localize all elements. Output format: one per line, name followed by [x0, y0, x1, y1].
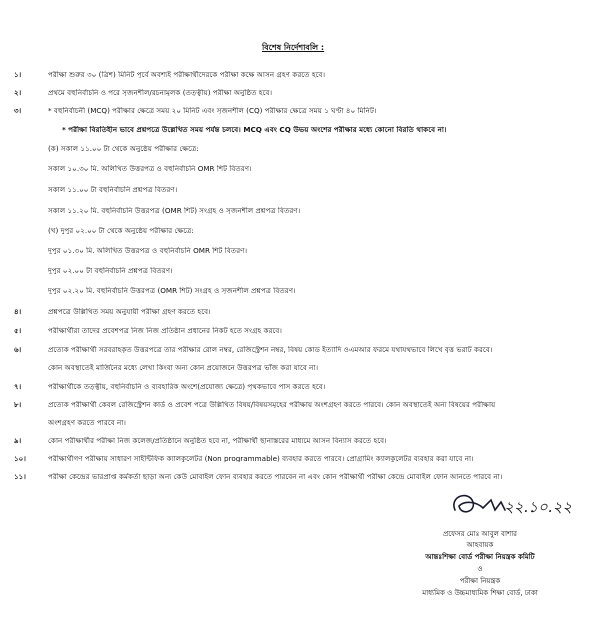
- schedule-text: দুপুর ০২.০০ টা বহুনির্বাচনি প্রশ্নপত্র বিতরণ।: [48, 267, 173, 275]
- item-text: প্রত্যেক পরীক্ষার্থী কেবল রেজিস্ট্রেশন কার্ড ও প্রবেশ পত্রে উল্লিখিত বিষয়/বিষয়সমূহের পরীক্ষায় অংশগ্রহণ করতে পারবে। কোন অবস্থাতেই অন্য বিষয়ের পরীক্ষায়: [48, 401, 496, 409]
- schedule-heading: (ক) সকাল ১১.০০ টা থেকে অনুষ্ঠেয় পরীক্ষার ক্ষেত্রে:: [48, 145, 199, 153]
- item-number: ৫।: [14, 326, 22, 335]
- signatory-name: প্রফেসর মোঃ আবুল বাশার: [442, 530, 518, 538]
- item-number: ১।: [14, 70, 22, 79]
- item-text: পরীক্ষার্থীরা তাদের প্রবেশপত্র নিজ নিজ প্রতিষ্ঠান প্রধানের নিকট হতে সংগ্রহ করবে।: [48, 327, 282, 335]
- item-text: প্রশ্নপত্রে উল্লিখিত সময় অনুযায়ী পরীক্ষা গ্রহণ করতে হবে।: [48, 308, 211, 316]
- controller-title: পরীক্ষা নিয়ন্ত্রক: [459, 577, 501, 585]
- conjunction: ও: [477, 565, 483, 573]
- item-text: * বহুনির্বাচনী (MCQ) পরীক্ষার ক্ষেত্রে সময় ২০ মিনিট এবং সৃজনশীল (CQ) পরীক্ষার ক্ষেত্রে সময় ১ ঘণ্টা ৪০ মিনিট।: [48, 107, 377, 115]
- item-text: পরীক্ষা শুরুর ৩০ (ত্রিশ) মিনিট পূর্বে অবশ্যই পরীক্ষার্থীদেরকে পরীক্ষা কক্ষে আসন গ্রহণ করতে হবে।: [48, 71, 326, 79]
- signatory-role: আহবায়ক: [466, 541, 494, 549]
- item-number: ৭।: [14, 382, 22, 391]
- item-text: প্রথমে বহুনির্বাচনি ও পরে সৃজনশীল/রচনামূলক (তত্ত্বীয়) পরীক্ষা অনুষ্ঠিত হবে।: [48, 89, 273, 97]
- item-text: পরীক্ষার্থীকে তত্ত্বীয়, বহুনির্বাচনি ও ব্যবহারিক অংশে(প্রযোজ্য ক্ষেত্রে) পৃথকভাবে পাস করতে হবে।: [48, 383, 326, 391]
- item-text: কোন পরীক্ষার্থীর পরীক্ষা নিজ কলেজ/প্রতিষ্ঠানে অনুষ্ঠিত হবে না, পরীক্ষার্থী ছানাস্তরের মাধ্যমে আসন বিন্যাস করতে হবে।: [48, 437, 387, 445]
- item-text: কোন অবস্থাতেই মার্জিনের মধ্যে লেখা কিংবা অন্য কোন প্রয়োজনে উত্তরপত্র ভাঁজ করা যাবে না।: [48, 364, 319, 372]
- item-text: প্রত্যেক পরীক্ষার্থী সরবরাহকৃত উত্তরপত্রে তার পরীক্ষার রোল নম্বর, রেজিস্ট্রেশন নম্বর, বিষয় কোড ইত্যাদি ওএমআর ফরমে যথাযথভাবে লিখে বৃত্ত ভরাট করবে।: [48, 346, 493, 354]
- item-number: ৩।: [14, 106, 22, 115]
- item-text: পরীক্ষা কেন্দ্রের ভারপ্রাপ্ত কর্মকর্তা ছাড়া অন্য কেউ মোবাইল ফোন ব্যবহার করতে পারবেন না এবং কোন পরীক্ষার্থী পরীক্ষা কেন্দ্রে মোবাইল ফোন আনতে পারবে না।: [48, 473, 503, 481]
- schedule-text: সকাল ১০.৩০ মি. অলিখিত উত্তরপত্র ও বহুনির্বাচনি OMR শিট বিতরণ।: [48, 165, 252, 173]
- schedule-text: সকাল ১১.২০ মি. বহুনির্বাচনি উত্তরপত্র (OMR শিট) সংগ্রহ ও সৃজনশীল প্রশ্নপত্র বিতরণ।: [48, 207, 301, 215]
- item-number: ৪।: [14, 307, 22, 316]
- notice-title: বিশেষ নির্দেশাবলি :: [262, 43, 325, 52]
- item-number: ১০।: [14, 454, 26, 463]
- item-number: ২।: [14, 88, 22, 97]
- schedule-text: দুপুর ০১.৩০ মি. অলিখিত উত্তরপত্র ও বহুনির্বাচনি OMR শিট বিতরণ।: [48, 247, 248, 255]
- schedule-text: দুপুর ০২.২০ মি. বহুনির্বাচনি উত্তরপত্র (OMR শিট) সংগ্রহ ও সৃজনশীল প্রশ্নপত্র বিতরণ।: [48, 287, 296, 295]
- board-name: মাধ্যমিক ও উচ্চমাধ্যমিক শিক্ষা বোর্ড, ঢাকা: [422, 589, 538, 597]
- note-text: * পরীক্ষা বিরতিহীন ভাবে প্রশ্নপত্রে উল্লেখিত সময় পর্যন্ত চলবে। MCQ এবং CQ উভয় অংশের পরীক্ষার মধ্যে কোনো বিরতি থাকবে না।: [62, 126, 447, 134]
- item-number: ৬।: [14, 345, 22, 354]
- schedule-heading: (খ) দুপুর ০২.০০ টা থেকে অনুষ্ঠেয় পরীক্ষার ক্ষেত্রে:: [48, 227, 194, 235]
- item-number: ৯।: [14, 436, 22, 445]
- schedule-text: সকাল ১১.০০ টা বহুনির্বাচনি প্রশ্নপত্র বিতরণ।: [48, 186, 178, 194]
- item-text: পরীক্ষার্থীগণ পরীক্ষায় সাধারণ সাইন্টিফিক ক্যালকুলেটর (Non programmable) ব্যবহার করতে পারবে। প্রোগ্রামিং ক্যালকুলেটর ব্যবহার করা যাবে না।: [48, 455, 474, 463]
- committee-name: আন্তঃশিক্ষা বোর্ড পরীক্ষা নিয়ন্ত্রক কমিটি: [425, 553, 535, 561]
- item-number: ১১।: [14, 472, 26, 481]
- signature-date: ২২.১০.২২: [504, 498, 573, 516]
- item-number: ৮।: [14, 400, 22, 409]
- item-text: অংশগ্রহণ করতে পারবে না।: [48, 419, 126, 427]
